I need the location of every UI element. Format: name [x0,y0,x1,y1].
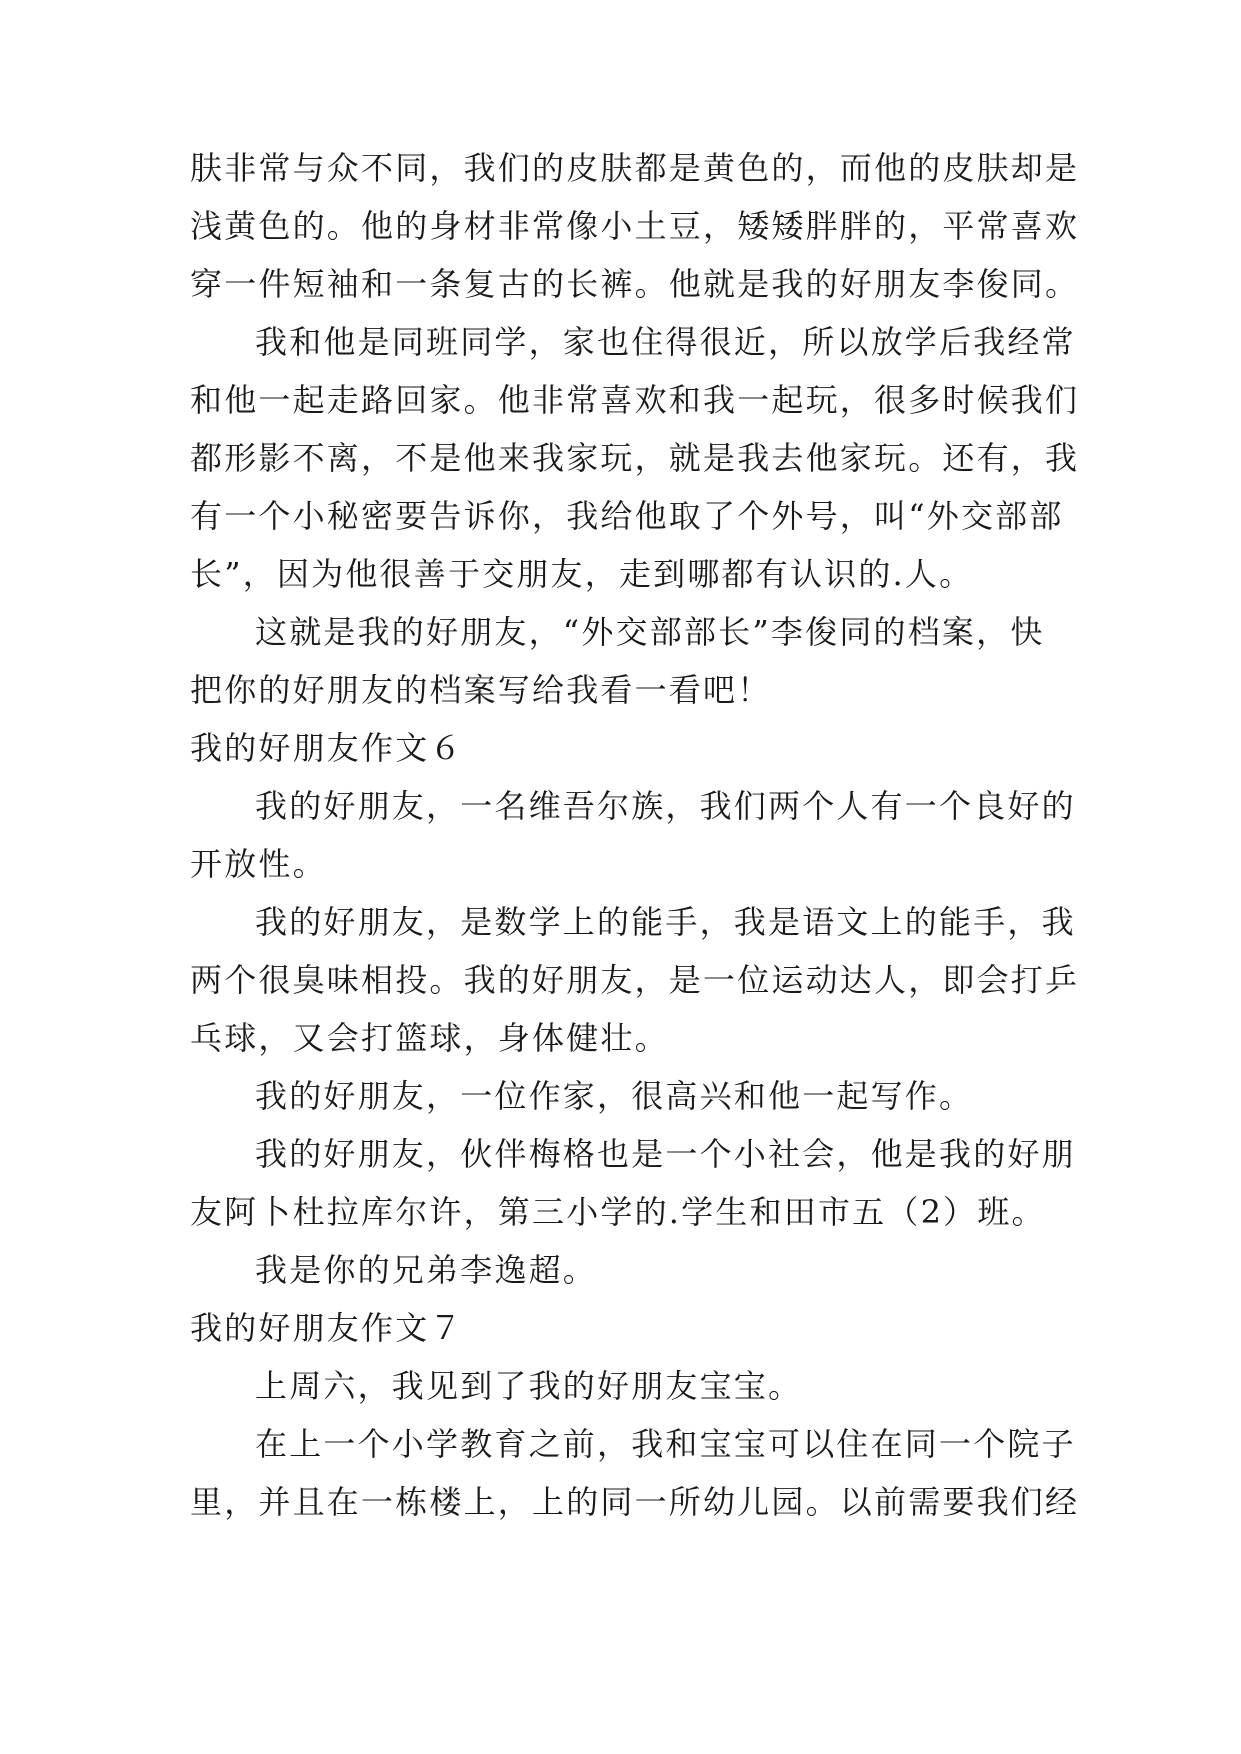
paragraph-start: 我和他是同班同学，家也住得很近，所以放学后我经常 [255,323,1076,361]
text-line: 长”，因为他很善于交朋友，走到哪都有认识的.人。 [190,555,974,593]
text-line: 穿一件短袖和一条复古的长裤。他就是我的好朋友李俊同。 [190,265,1080,303]
section-heading: 我的好朋友作文７ [190,1309,464,1347]
text-line: 浅黄色的。他的身材非常像小土豆，矮矮胖胖的，平常喜欢 [190,207,1080,245]
text-line: 把你的好朋友的档案写给我看一看吧！ [190,671,772,709]
text-line: 都形影不离，不是他来我家玩，就是我去他家玩。还有，我 [190,439,1080,477]
paragraph-start: 我的好朋友，是数学上的能手，我是语文上的能手，我 [255,903,1076,941]
paragraph-start: 我的好朋友，一位作家，很高兴和他一起写作。 [255,1077,974,1115]
paragraph-start: 上周六，我见到了我的好朋友宝宝。 [255,1367,803,1405]
paragraph-start: 在上一个小学教育之前，我和宝宝可以住在同一个院子 [255,1425,1076,1463]
text-line: 两个很臭味相投。我的好朋友，是一位运动达人，即会打乒 [190,961,1080,999]
paragraph-start: 我是你的兄弟李逸超。 [255,1251,598,1289]
text-line: 肤非常与众不同，我们的皮肤都是黄色的，而他的皮肤却是 [190,149,1080,187]
section-heading: 我的好朋友作文６ [190,729,464,767]
paragraph-start: 这就是我的好朋友，“外交部部长”李俊同的档案，快 [255,613,1045,651]
text-line: 和他一起走路回家。他非常喜欢和我一起玩，很多时候我们 [190,381,1080,419]
paragraph-start: 我的好朋友，一名维吾尔族，我们两个人有一个良好的 [255,787,1076,825]
text-line: 里，并且在一栋楼上，上的同一所幼儿园。以前需要我们经 [190,1483,1080,1521]
text-line: 有一个小秘密要告诉你，我给他取了个外号，叫“外交部部 [190,497,1064,535]
paragraph-start: 我的好朋友，伙伴梅格也是一个小社会，他是我的好朋 [255,1135,1076,1173]
text-line: 开放性。 [190,845,327,883]
text-line: 友阿卜杜拉库尔许，第三小学的.学生和田市五（2）班。 [190,1193,1046,1231]
text-line: 乓球，又会打篮球，身体健壮。 [190,1019,669,1057]
